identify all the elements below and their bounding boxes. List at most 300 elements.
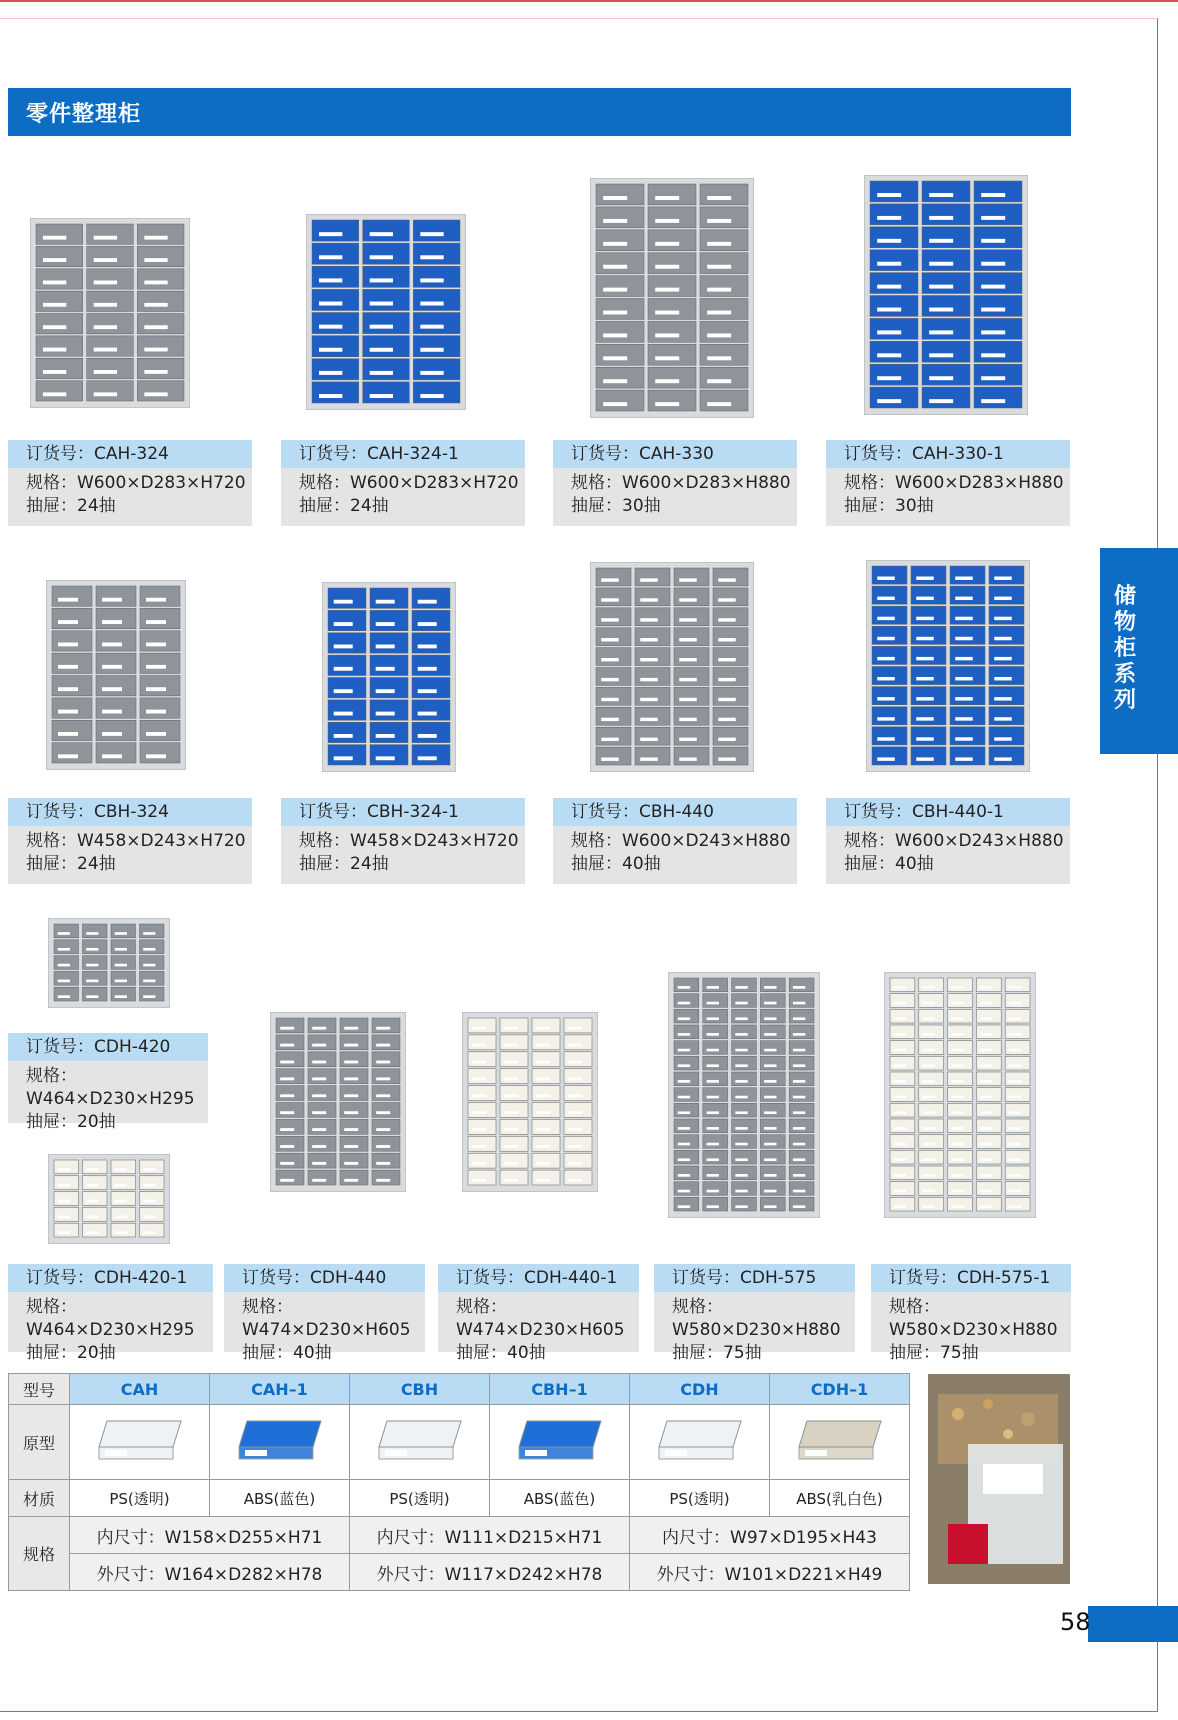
drawer [137, 381, 184, 401]
drawer-label [568, 1094, 582, 1097]
drawer [789, 1072, 814, 1086]
drawer [703, 1056, 728, 1070]
drawer [872, 586, 907, 604]
product-drawer-count: 抽屉：75抽 [672, 1343, 762, 1363]
drawer-label [376, 1077, 390, 1080]
drawer-label [894, 1158, 906, 1161]
drawer [276, 1119, 304, 1134]
drawer [340, 1170, 368, 1185]
drawer-label [707, 265, 731, 269]
drawer-label [679, 698, 697, 701]
drawer [96, 698, 136, 718]
drawer [950, 646, 985, 664]
drawer [700, 321, 748, 342]
drawer-label [603, 402, 627, 406]
drawer [922, 250, 970, 271]
drawer-label [877, 193, 901, 197]
drawer [890, 1119, 915, 1133]
drawer-label [894, 1017, 906, 1020]
drawer [137, 314, 184, 334]
drawer [674, 1025, 699, 1039]
drawer [140, 1176, 165, 1190]
drawer-label [793, 1080, 805, 1083]
drawer-label [43, 370, 66, 374]
drawer-label [420, 278, 443, 282]
drawer [36, 336, 83, 356]
product-spec [438, 1292, 639, 1363]
drawer [950, 687, 985, 705]
drawer-label [916, 737, 934, 740]
product-dimensions: 规格：W464×D230×H295 [26, 1066, 195, 1109]
drawer-label [1009, 1127, 1021, 1130]
bin-icon [649, 1413, 749, 1467]
drawer [703, 1088, 728, 1102]
drawer-label [86, 1168, 98, 1171]
drawer-label [601, 578, 619, 581]
bin-spec-table [8, 1373, 910, 1591]
drawer-label [601, 698, 619, 701]
drawer-label [376, 622, 395, 626]
drawer [872, 667, 907, 685]
product-dimensions: 规格：W600×D283×H720 [26, 473, 246, 493]
material-cell: ABS(蓝色) [209, 1480, 349, 1517]
drawer [363, 382, 410, 403]
drawer-label [707, 1080, 719, 1083]
drawer [976, 994, 1001, 1008]
drawer [312, 382, 359, 403]
drawer-label [86, 980, 98, 983]
drawer [87, 381, 134, 401]
drawer-label [504, 1179, 518, 1182]
drawer [596, 707, 631, 725]
drawer [1005, 1166, 1030, 1180]
drawer-label [980, 986, 992, 989]
drawer [87, 291, 134, 311]
drawer-label [370, 232, 393, 236]
drawer-label [58, 665, 78, 669]
drawer-label [793, 1049, 805, 1052]
drawer [674, 1197, 699, 1211]
drawer [890, 1150, 915, 1164]
drawer-label [877, 657, 895, 660]
product-order-number: 订货号：CDH-440 [224, 1264, 425, 1292]
drawer [911, 566, 946, 584]
drawer-label [877, 239, 901, 243]
drawer [872, 747, 907, 765]
drawer [363, 359, 410, 380]
drawer-label [144, 281, 167, 285]
drawer-label [536, 1094, 550, 1097]
drawer [872, 626, 907, 644]
drawer [412, 745, 450, 765]
drawer [276, 1170, 304, 1185]
drawer [974, 296, 1022, 317]
drawer-label [370, 278, 393, 282]
drawer [872, 707, 907, 725]
drawer-label [1009, 1033, 1021, 1036]
drawer [413, 313, 460, 334]
drawer-label [418, 645, 437, 649]
drawer-label [601, 658, 619, 661]
drawer [948, 1088, 973, 1102]
drawer [674, 1041, 699, 1055]
drawer-label [877, 677, 895, 680]
drawer-label [472, 1061, 486, 1064]
drawer [532, 1035, 560, 1050]
product-image [306, 214, 466, 414]
drawer-label [603, 379, 627, 383]
drawer [700, 230, 748, 251]
drawer-label [1009, 1080, 1021, 1083]
drawer-label [793, 986, 805, 989]
drawer-label [877, 330, 901, 334]
drawer [140, 971, 165, 985]
bin-image [489, 1405, 629, 1480]
drawer-label [980, 1143, 992, 1146]
drawer-label [312, 1145, 326, 1148]
drawer-label [146, 643, 166, 647]
drawer-label [764, 1205, 776, 1208]
drawer-label [894, 1096, 906, 1099]
drawer-label [312, 1077, 326, 1080]
drawer [276, 1035, 304, 1050]
drawer-label [923, 1049, 935, 1052]
drawer-label [981, 399, 1005, 403]
drawer [974, 204, 1022, 225]
drawer [370, 722, 408, 742]
drawer [596, 344, 644, 365]
drawer-label [764, 1096, 776, 1099]
drawer-label [980, 1158, 992, 1161]
drawer [54, 1223, 79, 1237]
drawer-label [793, 1190, 805, 1193]
drawer-label [58, 620, 78, 624]
drawer-label [115, 995, 127, 998]
drawer-label [334, 622, 353, 626]
drawer-label [1009, 1017, 1021, 1020]
drawer-label [764, 1002, 776, 1005]
drawer-label [144, 348, 167, 352]
drawer-label [640, 738, 658, 741]
outer-size-cell: 外尺寸：W117×D242×H78 [349, 1554, 629, 1591]
drawer [83, 971, 108, 985]
drawer [276, 1086, 304, 1101]
material-cell: ABS(蓝色) [489, 1480, 629, 1517]
drawer-label [894, 1127, 906, 1130]
drawer [635, 668, 670, 686]
drawer-label [640, 598, 658, 601]
drawer-label [344, 1162, 358, 1165]
drawer [700, 390, 748, 411]
drawer-label [601, 618, 619, 621]
drawer-label [793, 1002, 805, 1005]
drawer [760, 1135, 785, 1149]
drawer [52, 653, 92, 673]
drawer-label [603, 265, 627, 269]
drawer [713, 707, 748, 725]
prototype-row [9, 1405, 910, 1480]
product-order-number: 订货号：CDH-420 [8, 1033, 208, 1061]
product-order-number: 订货号：CBH-440-1 [826, 798, 1070, 826]
drawer-label [955, 697, 973, 700]
drawer [111, 1207, 136, 1221]
drawer [870, 296, 918, 317]
drawer [674, 1088, 699, 1102]
drawer [976, 1119, 1001, 1133]
product-drawer-count: 抽屉：24抽 [299, 854, 389, 874]
drawer-label [916, 677, 934, 680]
drawer [87, 224, 134, 244]
drawer-label [678, 1111, 690, 1114]
drawer-label [980, 1190, 992, 1193]
product-image [864, 175, 1028, 419]
drawer [732, 1041, 757, 1055]
drawer [36, 358, 83, 378]
drawer-label [58, 995, 70, 998]
drawer [140, 653, 180, 673]
drawer-label [280, 1044, 294, 1047]
drawer-label [718, 698, 736, 701]
drawer-label [764, 1064, 776, 1067]
drawer [312, 289, 359, 310]
drawer-label [344, 1044, 358, 1047]
drawer-label [877, 757, 895, 760]
drawer [96, 631, 136, 651]
drawer-label [707, 242, 731, 246]
drawer [872, 606, 907, 624]
drawer [52, 608, 92, 628]
drawer [789, 1166, 814, 1180]
outer-size-row [9, 1554, 910, 1591]
drawer [276, 1136, 304, 1151]
drawer [760, 1166, 785, 1180]
drawer [890, 1166, 915, 1180]
drawer-label [58, 1231, 70, 1234]
drawer-label [420, 371, 443, 375]
drawer-label [94, 236, 117, 240]
drawer-label [718, 638, 736, 641]
drawer-label [679, 578, 697, 581]
drawer [674, 1009, 699, 1023]
drawer-label [679, 738, 697, 741]
drawer-label [951, 1049, 963, 1052]
product-order-number: 订货号：CDH-420-1 [8, 1264, 213, 1292]
drawer [870, 227, 918, 248]
drawer-label [334, 600, 353, 604]
drawer-label [376, 1162, 390, 1165]
drawer [635, 628, 670, 646]
drawer-label [707, 1064, 719, 1067]
drawer-label [955, 677, 973, 680]
drawer-label [981, 193, 1005, 197]
drawer-label [319, 278, 342, 282]
drawer-label [603, 219, 627, 223]
product-image [46, 580, 186, 774]
product-drawer-count: 抽屉：24抽 [299, 496, 389, 516]
drawer-label [115, 1216, 127, 1219]
drawer [919, 1056, 944, 1070]
drawer [989, 586, 1024, 604]
drawer-label [877, 577, 895, 580]
drawer-label [640, 658, 658, 661]
drawer-label [319, 302, 342, 306]
drawer-label [319, 348, 342, 352]
drawer [372, 1018, 400, 1033]
drawer-label [655, 356, 679, 360]
drawer-label [312, 1128, 326, 1131]
drawer [760, 994, 785, 1008]
drawer [948, 1135, 973, 1149]
drawer-label [877, 399, 901, 403]
drawer-label [334, 667, 353, 671]
drawer [948, 1119, 973, 1133]
drawer-label [951, 1033, 963, 1036]
drawer-label [678, 1064, 690, 1067]
drawer [950, 747, 985, 765]
drawer [87, 358, 134, 378]
drawer [140, 698, 180, 718]
drawer [919, 1072, 944, 1086]
drawer-label [929, 193, 953, 197]
drawer-label [735, 1158, 747, 1161]
drawer [413, 336, 460, 357]
drawer-label [344, 1094, 358, 1097]
drawer-label [994, 617, 1012, 620]
cabinet-illustration [866, 560, 1030, 772]
drawer [948, 978, 973, 992]
drawer [54, 956, 79, 970]
drawer [370, 588, 408, 608]
drawer [890, 1135, 915, 1149]
drawer [648, 253, 696, 274]
parts-photo [928, 1374, 1070, 1584]
drawer [36, 246, 83, 266]
drawer-label [312, 1179, 326, 1182]
drawer-label [894, 1033, 906, 1036]
drawer-label [679, 658, 697, 661]
product-dimensions: 规格：W458×D243×H720 [26, 831, 246, 851]
drawer-label [376, 689, 395, 693]
model-cdh: CDH [629, 1374, 769, 1405]
drawer [596, 230, 644, 251]
product-spec [826, 826, 1070, 884]
drawer [596, 727, 631, 745]
drawer [340, 1069, 368, 1084]
drawer [1005, 1135, 1030, 1149]
drawer [340, 1086, 368, 1101]
drawer-label [280, 1111, 294, 1114]
drawer-label [929, 216, 953, 220]
drawer [870, 318, 918, 339]
drawer [976, 1056, 1001, 1070]
drawer-label [601, 598, 619, 601]
drawer-label [764, 986, 776, 989]
drawer [911, 687, 946, 705]
drawer [872, 687, 907, 705]
drawer-label [994, 597, 1012, 600]
prototype-row-label: 原型 [9, 1405, 70, 1480]
drawer-label [951, 1111, 963, 1114]
drawer [1005, 1009, 1030, 1023]
product-spec [553, 826, 797, 884]
drawer-label [678, 1127, 690, 1130]
drawer-label [536, 1044, 550, 1047]
drawer [83, 987, 108, 1001]
drawer-label [793, 1158, 805, 1161]
drawer [52, 586, 92, 606]
drawer-label [376, 1094, 390, 1097]
drawer-label [951, 1174, 963, 1177]
drawer [564, 1119, 592, 1134]
drawer-label [58, 1168, 70, 1171]
drawer [789, 1088, 814, 1102]
drawer [87, 336, 134, 356]
drawer-label [334, 712, 353, 716]
drawer [328, 655, 366, 675]
drawer-label [707, 288, 731, 292]
drawer [140, 956, 165, 970]
drawer-label [894, 986, 906, 989]
drawer-label [102, 687, 122, 691]
drawer [911, 707, 946, 725]
drawer-label [894, 1143, 906, 1146]
drawer-label [894, 1111, 906, 1114]
drawer [713, 648, 748, 666]
drawer [96, 653, 136, 673]
drawer-label [146, 620, 166, 624]
drawer [890, 1197, 915, 1211]
drawer [760, 1056, 785, 1070]
drawer-label [504, 1027, 518, 1030]
drawer-label [877, 308, 901, 312]
product-drawer-count: 抽屉：40抽 [456, 1343, 546, 1363]
drawer-label [923, 1002, 935, 1005]
drawer-label [568, 1111, 582, 1114]
drawer-label [58, 980, 70, 983]
drawer-label [981, 376, 1005, 380]
drawer [974, 181, 1022, 202]
drawer-label [955, 617, 973, 620]
drawer-label [951, 1158, 963, 1161]
drawer-label [923, 1190, 935, 1193]
drawer [532, 1136, 560, 1151]
drawer [54, 987, 79, 1001]
drawer [596, 207, 644, 228]
drawer-label [707, 1190, 719, 1193]
product-dimensions: 规格：W474×D230×H605 [242, 1297, 411, 1340]
drawer-label [143, 1184, 155, 1187]
drawer [890, 1041, 915, 1055]
drawer [950, 586, 985, 604]
drawer-label [980, 1017, 992, 1020]
drawer [340, 1119, 368, 1134]
drawer-label [568, 1128, 582, 1131]
cabinet-illustration [48, 918, 170, 1008]
drawer-label [58, 754, 78, 758]
drawer-label [603, 288, 627, 292]
drawer [328, 700, 366, 720]
drawer [96, 720, 136, 740]
drawer-label [94, 325, 117, 329]
drawer [922, 387, 970, 408]
product-drawer-count: 抽屉：24抽 [26, 854, 116, 874]
drawer-label [43, 325, 66, 329]
drawer-label [601, 718, 619, 721]
product-dimensions: 规格：W600×D243×H880 [844, 831, 1064, 851]
drawer [648, 321, 696, 342]
drawer [703, 1135, 728, 1149]
drawer-label [418, 622, 437, 626]
